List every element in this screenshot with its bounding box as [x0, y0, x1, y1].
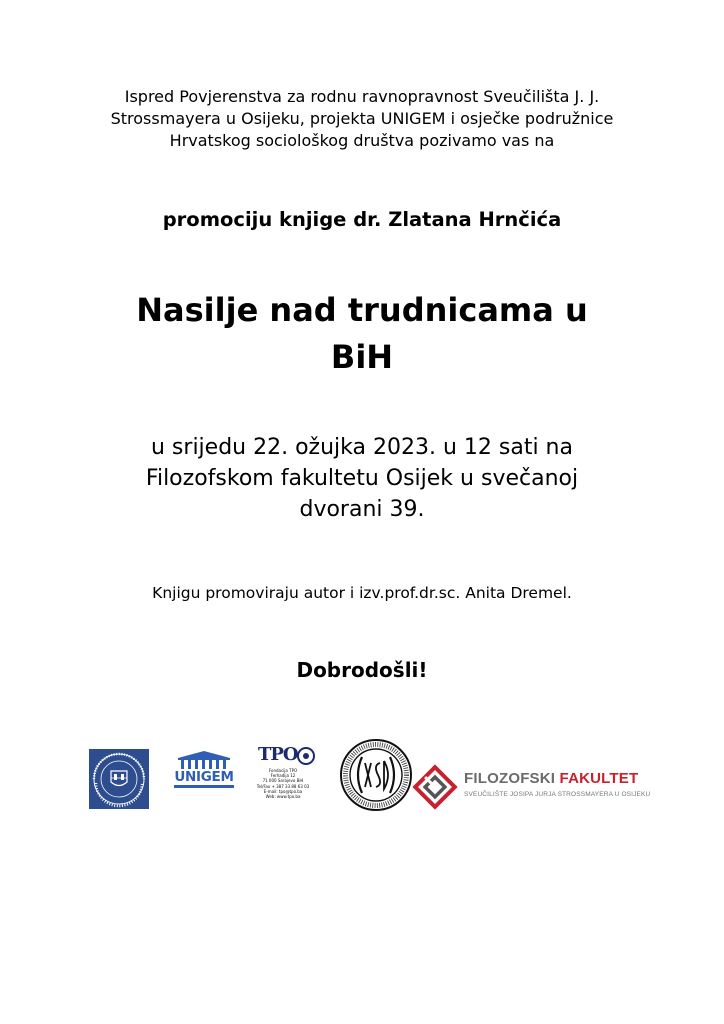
- unigem-wordmark: UNIGEM: [174, 769, 234, 785]
- ffos-word-fakultet: FAKULTET: [559, 770, 639, 787]
- intro-line: Strossmayera u Osijeku, projekta UNIGEM i osječke podružnice: [110, 109, 614, 128]
- tpo-contact-line: E-mail: tpo@tpo.ba: [263, 788, 303, 794]
- book-title-line: BiH: [330, 338, 394, 376]
- university-seal-icon: [89, 749, 149, 809]
- tpo-contact-line: 71 000 Sarajevo BiH: [262, 778, 304, 784]
- invitation-intro: [0, 86, 724, 152]
- event-details-line: Filozofskom fakultetu Osijek u svečanoj: [145, 466, 579, 491]
- ffos-emblem-icon: [412, 764, 458, 810]
- welcome-text: Dobrodošli!: [296, 658, 428, 682]
- event-details: [0, 432, 724, 525]
- tpo-contact-block: [252, 768, 314, 799]
- book-promotion-subtitle: promociju knjige dr. Zlatana Hrnčića: [162, 208, 562, 231]
- hsd-logo: [338, 737, 414, 813]
- tpo-contact-line: Ferhadija 12: [270, 773, 296, 779]
- circular-seal-icon: [338, 737, 414, 813]
- event-details-line: dvorani 39.: [299, 497, 425, 522]
- ffos-word-filozofski: FILOZOFSKI: [464, 770, 556, 787]
- tpo-emblem-icon: [296, 746, 316, 766]
- columns-building-icon: [168, 750, 240, 770]
- university-osijek-logo: [89, 749, 149, 809]
- unigem-underline: [174, 785, 234, 788]
- intro-line: Hrvatskog sociološkog društva pozivamo vas na: [169, 131, 555, 150]
- ffos-wordmark: [464, 770, 638, 787]
- tpo-wordmark: TPO: [258, 744, 298, 765]
- intro-line: Ispred Povjerenstva za rodnu ravnopravnost Sveučilišta J. J.: [124, 87, 600, 106]
- ffos-university-name: SVEUČILIŠTE JOSIPA JURJA STROSSMAYERA U OSIJEKU: [464, 791, 651, 798]
- tpo-contact-line: Web: www.tpo.ba: [265, 794, 301, 800]
- tpo-contact-line: Tel/Fax + 387 33 88 63 03: [256, 783, 310, 789]
- tpo-contact-line: Fondacija TPO: [268, 768, 298, 773]
- event-details-line: u srijedu 22. ožujka 2023. u 12 sati na: [151, 435, 573, 460]
- ffos-logo: [412, 762, 651, 812]
- unigem-logo: [168, 750, 240, 794]
- book-title-line: Nasilje nad trudnicama u: [136, 291, 588, 329]
- promoters-text: Knjigu promoviraju autor i izv.prof.dr.sc. Anita Dremel.: [152, 584, 572, 602]
- book-title: [0, 287, 724, 381]
- tpo-logo: [244, 744, 318, 830]
